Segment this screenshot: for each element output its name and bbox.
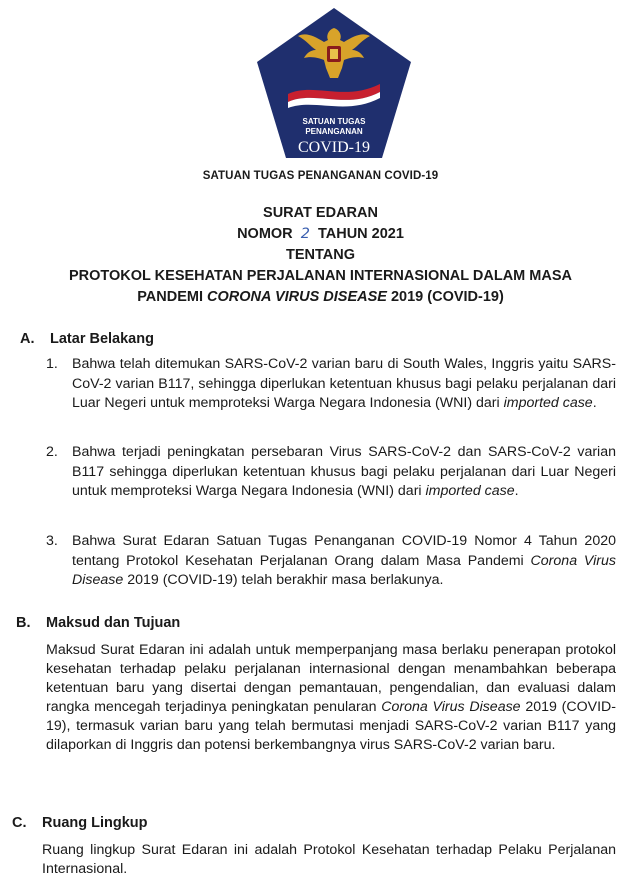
section-b-letter: B.: [16, 615, 31, 631]
section-b-text-a: Maksud Surat Edaran ini adalah untuk memperpanjang masa berlaku penerapan protokol kesehatan terhadap pelaku perjalanan internasional dengan menambahkan beberapa ketentuan baru yang disertai dengan pemantauan, pengendalian, dan evaluasi dalam rangka mencegah terjadinya peningkatan penularan: [46, 642, 616, 715]
protocol-title-line2: [0, 289, 641, 305]
list-item-end: .: [514, 483, 519, 499]
protocol-line2-b: 2019 (COVID-19): [386, 289, 504, 305]
section-b-text-b: 2019 (COVID-19), termasuk varian baru yang telah bermutasi menjadi SARS-CoV-2 varian B117 yang dilaporkan di Inggris dan potensi berkembangnya virus SARS-CoV-2 varian baru.: [46, 699, 616, 753]
list-item: [46, 355, 616, 435]
section-a-title: Latar Belakang: [50, 331, 154, 347]
logo-text-line2: PENANGANAN: [305, 127, 363, 136]
protocol-line2-italic: CORONA VIRUS DISEASE: [207, 289, 387, 305]
section-c-letter: C.: [12, 815, 27, 831]
document-number: [0, 226, 641, 242]
nomor-prefix: NOMOR: [237, 226, 293, 242]
agency-name: SATUAN TUGAS PENANGANAN COVID-19: [202, 170, 439, 182]
list-item-italic: Corona Virus Disease: [72, 552, 616, 588]
list-item-text: [72, 443, 616, 502]
list-item-end: .: [592, 395, 597, 411]
document-title: SURAT EDARAN: [263, 205, 378, 221]
list-item-body: Bahwa telah ditemukan SARS-CoV-2 varian baru di South Wales, Inggris yaitu SARS-CoV-2 varian B117, sehingga diperlukan ketentuan khusus bagi pelaku perjalanan dari Luar Negeri untuk memproteksi Warga Negara Indonesia (WNI) dari: [72, 356, 616, 411]
list-item-number: 3.: [46, 533, 58, 549]
list-item-number: 2.: [46, 444, 58, 460]
protocol-title-line1: PROTOKOL KESEHATAN PERJALANAN INTERNASIONAL DALAM MASA: [69, 268, 572, 284]
section-c-heading: [12, 815, 148, 831]
logo-text-line3: COVID-19: [298, 139, 370, 156]
list-item-body: Bahwa terjadi peningkatan persebaran Virus SARS-CoV-2 dan SARS-CoV-2 varian B117 sehingga diperlukan ketentuan khusus bagi pelaku perjalanan dari Luar Negeri untuk memproteksi Warga Negara Indonesia (WNI) dari: [72, 444, 616, 499]
list-item-text: [72, 532, 616, 591]
satgas-logo: [254, 6, 414, 160]
list-item-number: 1.: [46, 356, 58, 372]
protocol-line2-a: PANDEMI: [137, 289, 208, 305]
section-b-paragraph: [46, 641, 616, 755]
section-c-title: Ruang Lingkup: [42, 815, 148, 831]
document-tentang: TENTANG: [285, 247, 355, 263]
nomor-value: 2: [300, 226, 310, 242]
section-a-heading: [20, 331, 154, 347]
logo-text-line1: SATUAN TUGAS: [302, 117, 366, 126]
list-item-italic: imported case: [503, 395, 593, 411]
section-c-paragraph: Ruang lingkup Surat Edaran ini adalah Protokol Kesehatan terhadap Pelaku Perjalanan Internasional.: [42, 842, 616, 877]
list-item: [46, 532, 616, 594]
section-b-title: Maksud dan Tujuan: [46, 615, 181, 631]
nomor-suffix: TAHUN 2021: [317, 226, 404, 242]
section-a-letter: A.: [20, 331, 35, 347]
satgas-shield-icon: [254, 6, 414, 160]
section-b-heading: [16, 615, 180, 631]
list-item: [46, 443, 616, 523]
section-b-italic: Corona Virus Disease: [381, 699, 521, 715]
list-item-end: 2019 (COVID-19) telah berakhir masa berlakunya.: [123, 572, 444, 588]
list-item-body: Bahwa Surat Edaran Satuan Tugas Penanganan COVID-19 Nomor 4 Tahun 2020 tentang Protokol Kesehatan Perjalanan Orang dalam Masa Pandemi: [72, 533, 616, 569]
list-item-text: [72, 355, 616, 414]
list-item-italic: imported case: [425, 483, 515, 499]
